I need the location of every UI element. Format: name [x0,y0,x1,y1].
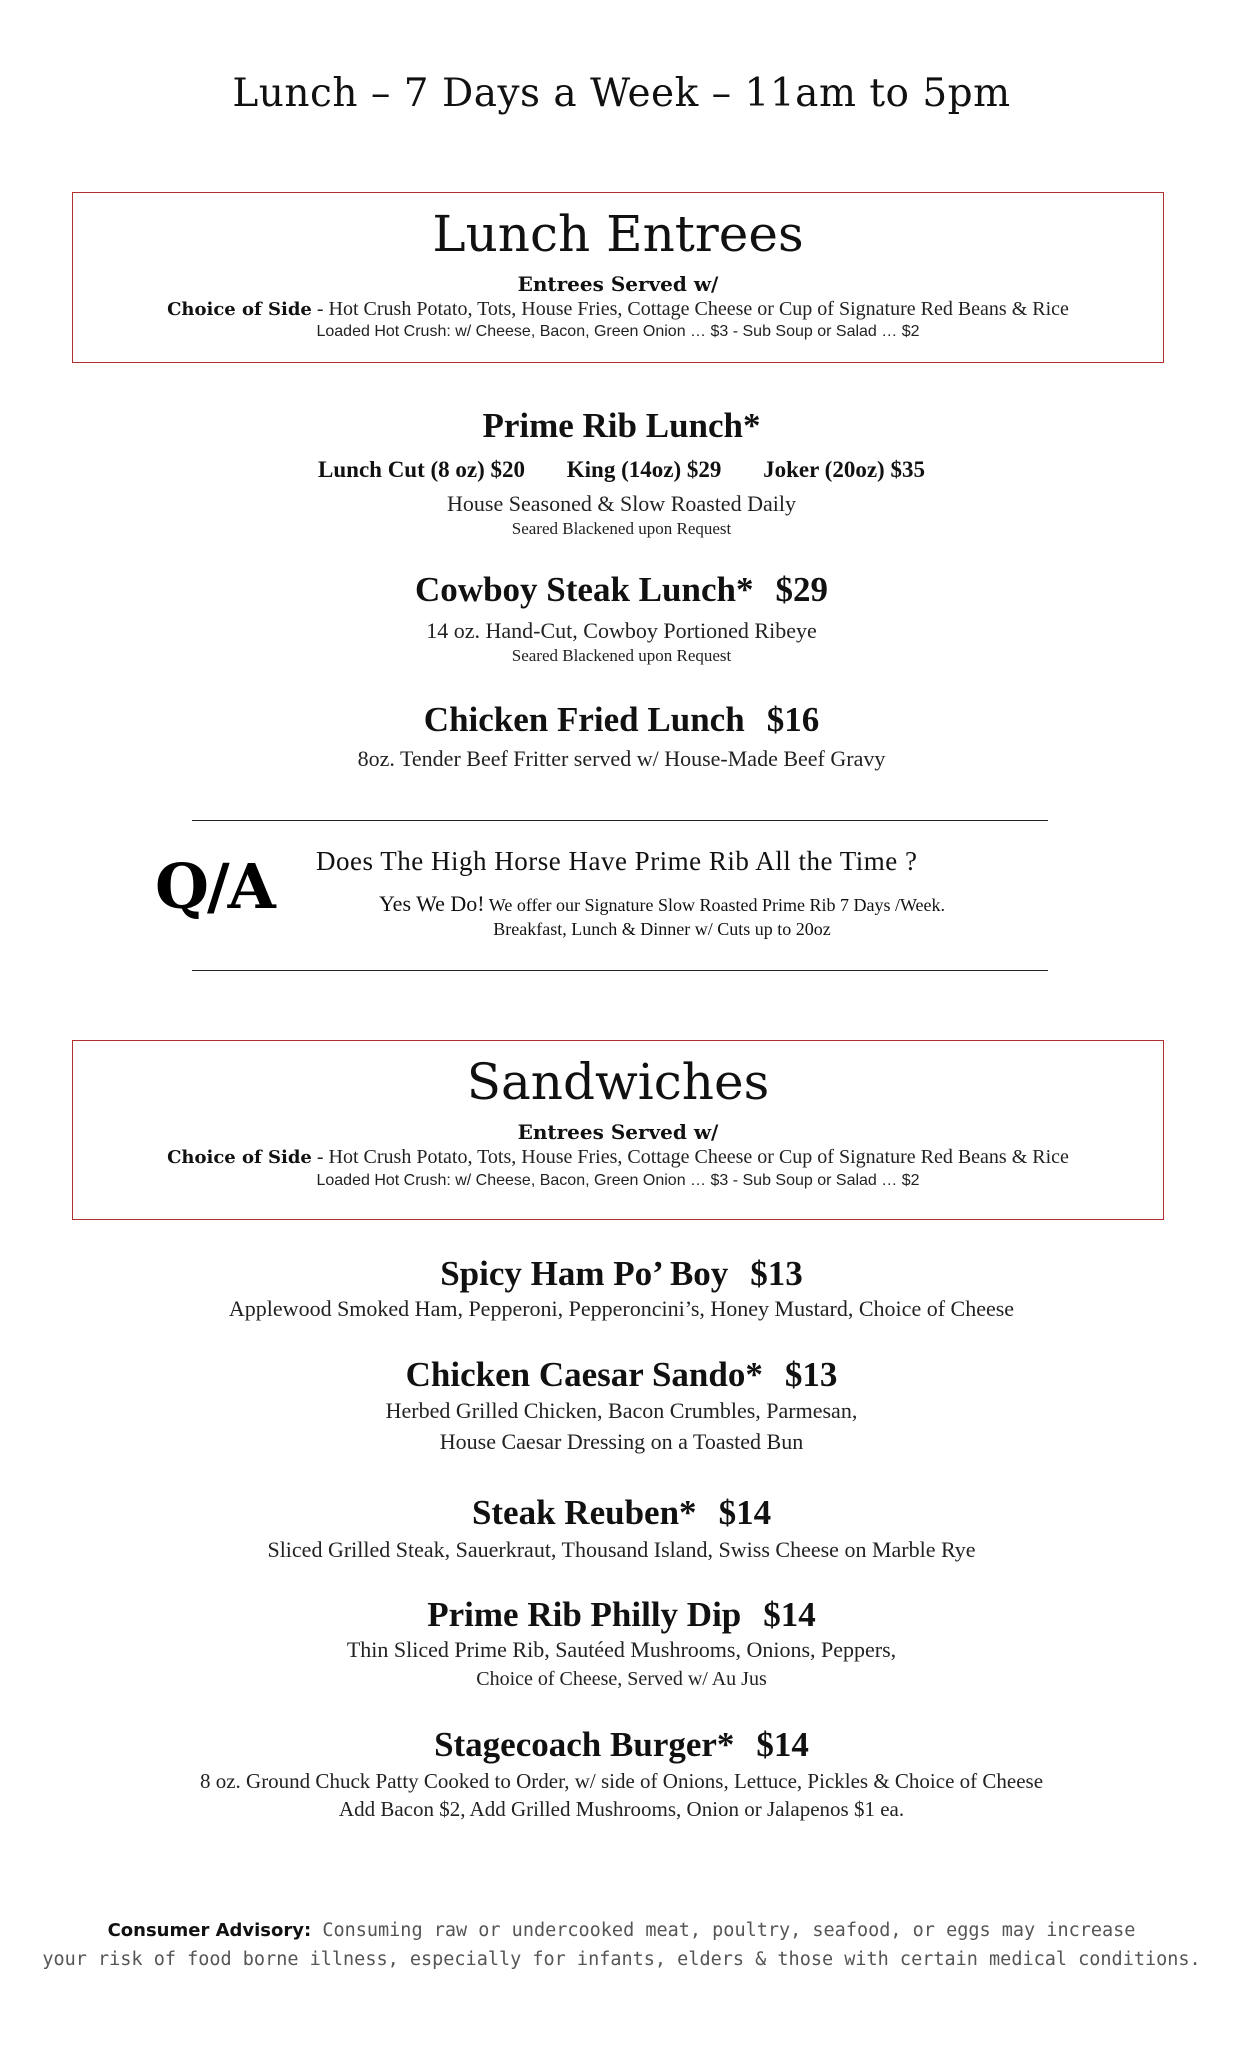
item-name-prime-rib-lunch: Prime Rib Lunch* [482,406,761,445]
lunch-entrees-heading: Lunch Entrees [432,205,804,263]
cut-lunch: Lunch Cut (8 oz) $20 [318,457,526,482]
item-price: $16 [766,700,820,739]
item-desc-prime-rib: House Seasoned & Slow Roasted Daily [447,491,796,516]
consumer-advisory-line2: your risk of food borne illness, especially for infants, elders & those with certain medical conditions. [42,1949,1201,1970]
consumer-advisory-text: Consuming raw or undercooked meat, poultry, seafood, or eggs may increase [311,1920,1136,1941]
sandwiches-heading: Sandwiches [466,1053,770,1111]
choice-of-side-label: Choice of Side [167,299,312,320]
item-desc-cowboy-steak: 14 oz. Hand-Cut, Cowboy Portioned Ribeye [426,618,817,643]
item-title: Cowboy Steak Lunch* [415,570,754,609]
item-desc-chicken-fried: 8oz. Tender Beef Fritter served w/ House-Made Beef Gravy [357,746,886,771]
item-title: Chicken Fried Lunch [423,700,745,739]
choice-of-side-line [73,299,1163,319]
sandwiches-loaded-line: Loaded Hot Crush: w/ Cheese, Bacon, Green Onion … $3 - Sub Soup or Salad … $2 [316,1172,920,1189]
item-name-spicy-ham [0,1256,1243,1291]
qa-top-divider [192,820,1048,821]
qa-answer-lead: Yes We Do! [379,891,485,916]
qa-answer-line2: Breakfast, Lunch & Dinner w/ Cuts up to 20oz [493,918,831,939]
item-desc2-prime-rib-philly: Choice of Cheese, Served w/ Au Jus [476,1668,767,1690]
cut-joker: Joker (20oz) $35 [763,457,925,482]
item-desc2-stagecoach-burger: Add Bacon $2, Add Grilled Mushrooms, Onion or Jalapenos $1 ea. [338,1797,905,1821]
item-desc-steak-reuben: Sliced Grilled Steak, Sauerkraut, Thousand Island, Swiss Cheese on Marble Rye [267,1537,976,1562]
item-desc-spicy-ham: Applewood Smoked Ham, Pepperoni, Pepperoncini’s, Honey Mustard, Choice of Cheese [228,1296,1015,1321]
qa-question: Does The High Horse Have Prime Rib All the Time ? [316,846,918,876]
sandwiches-served-line: Entrees Served w/ [517,1120,719,1144]
entrees-served-line: Entrees Served w/ [517,272,719,296]
item-note-cowboy-steak: Seared Blackened upon Request [511,646,732,665]
item-name-chicken-caesar [0,1357,1243,1392]
sandwiches-side-line [73,1147,1163,1167]
item-price: $13 [750,1254,803,1293]
sandwiches-box [72,1040,1164,1220]
consumer-advisory-label: Consumer Advisory: [107,1920,312,1941]
item-price: $29 [775,570,828,609]
choice-of-side-label: Choice of Side [167,1147,312,1168]
item-title: Stagecoach Burger* [434,1725,735,1764]
item-name-prime-rib-philly [0,1597,1243,1632]
item-title: Spicy Ham Po’ Boy [440,1254,729,1293]
item-desc-chicken-caesar: Herbed Grilled Chicken, Bacon Crumbles, Parmesan, [385,1398,858,1423]
cut-king: King (14oz) $29 [566,457,722,482]
item-note-prime-rib: Seared Blackened upon Request [511,519,732,538]
item-price: $13 [784,1355,838,1394]
qa-answer-line1 [316,890,1008,918]
choice-of-side-text: - Hot Crush Potato, Tots, House Fries, Cottage Cheese or Cup of Signature Red Beans & Rice [311,1146,1069,1168]
item-title: Prime Rib Philly Dip [427,1595,742,1634]
item-title: Steak Reuben* [471,1493,697,1532]
item-desc-prime-rib-philly: Thin Sliced Prime Rib, Sautéed Mushrooms, Onions, Peppers, [346,1637,897,1662]
prime-rib-cuts [0,458,1243,481]
item-price: $14 [763,1595,816,1634]
item-name-cowboy-steak [0,572,1243,607]
choice-of-side-text: - Hot Crush Potato, Tots, House Fries, Cottage Cheese or Cup of Signature Red Beans & Rice [311,298,1069,320]
qa-answer-rest: We offer our Signature Slow Roasted Prime Rib 7 Days /Week. [484,895,945,915]
qa-bottom-divider [192,970,1048,971]
loaded-hot-crush-line: Loaded Hot Crush: w/ Cheese, Bacon, Green Onion … $3 - Sub Soup or Salad … $2 [316,323,920,340]
item-price: $14 [718,1493,772,1532]
item-name-chicken-fried [0,702,1243,737]
consumer-advisory-line1 [0,1922,1243,1941]
item-title: Chicken Caesar Sando* [405,1355,763,1394]
qa-answer [316,890,1008,940]
lunch-entrees-box [72,192,1164,363]
qa-mark: Q/A [155,850,274,923]
item-name-stagecoach-burger [0,1727,1243,1762]
item-price: $14 [756,1725,809,1764]
item-name-steak-reuben [0,1495,1243,1530]
item-desc-stagecoach-burger: 8 oz. Ground Chuck Patty Cooked to Order, w/ side of Onions, Lettuce, Pickles & Choice of Cheese [199,1769,1044,1793]
page-title: Lunch – 7 Days a Week – 11am to 5pm [232,71,1011,116]
item-desc2-chicken-caesar: House Caesar Dressing on a Toasted Bun [439,1429,804,1454]
